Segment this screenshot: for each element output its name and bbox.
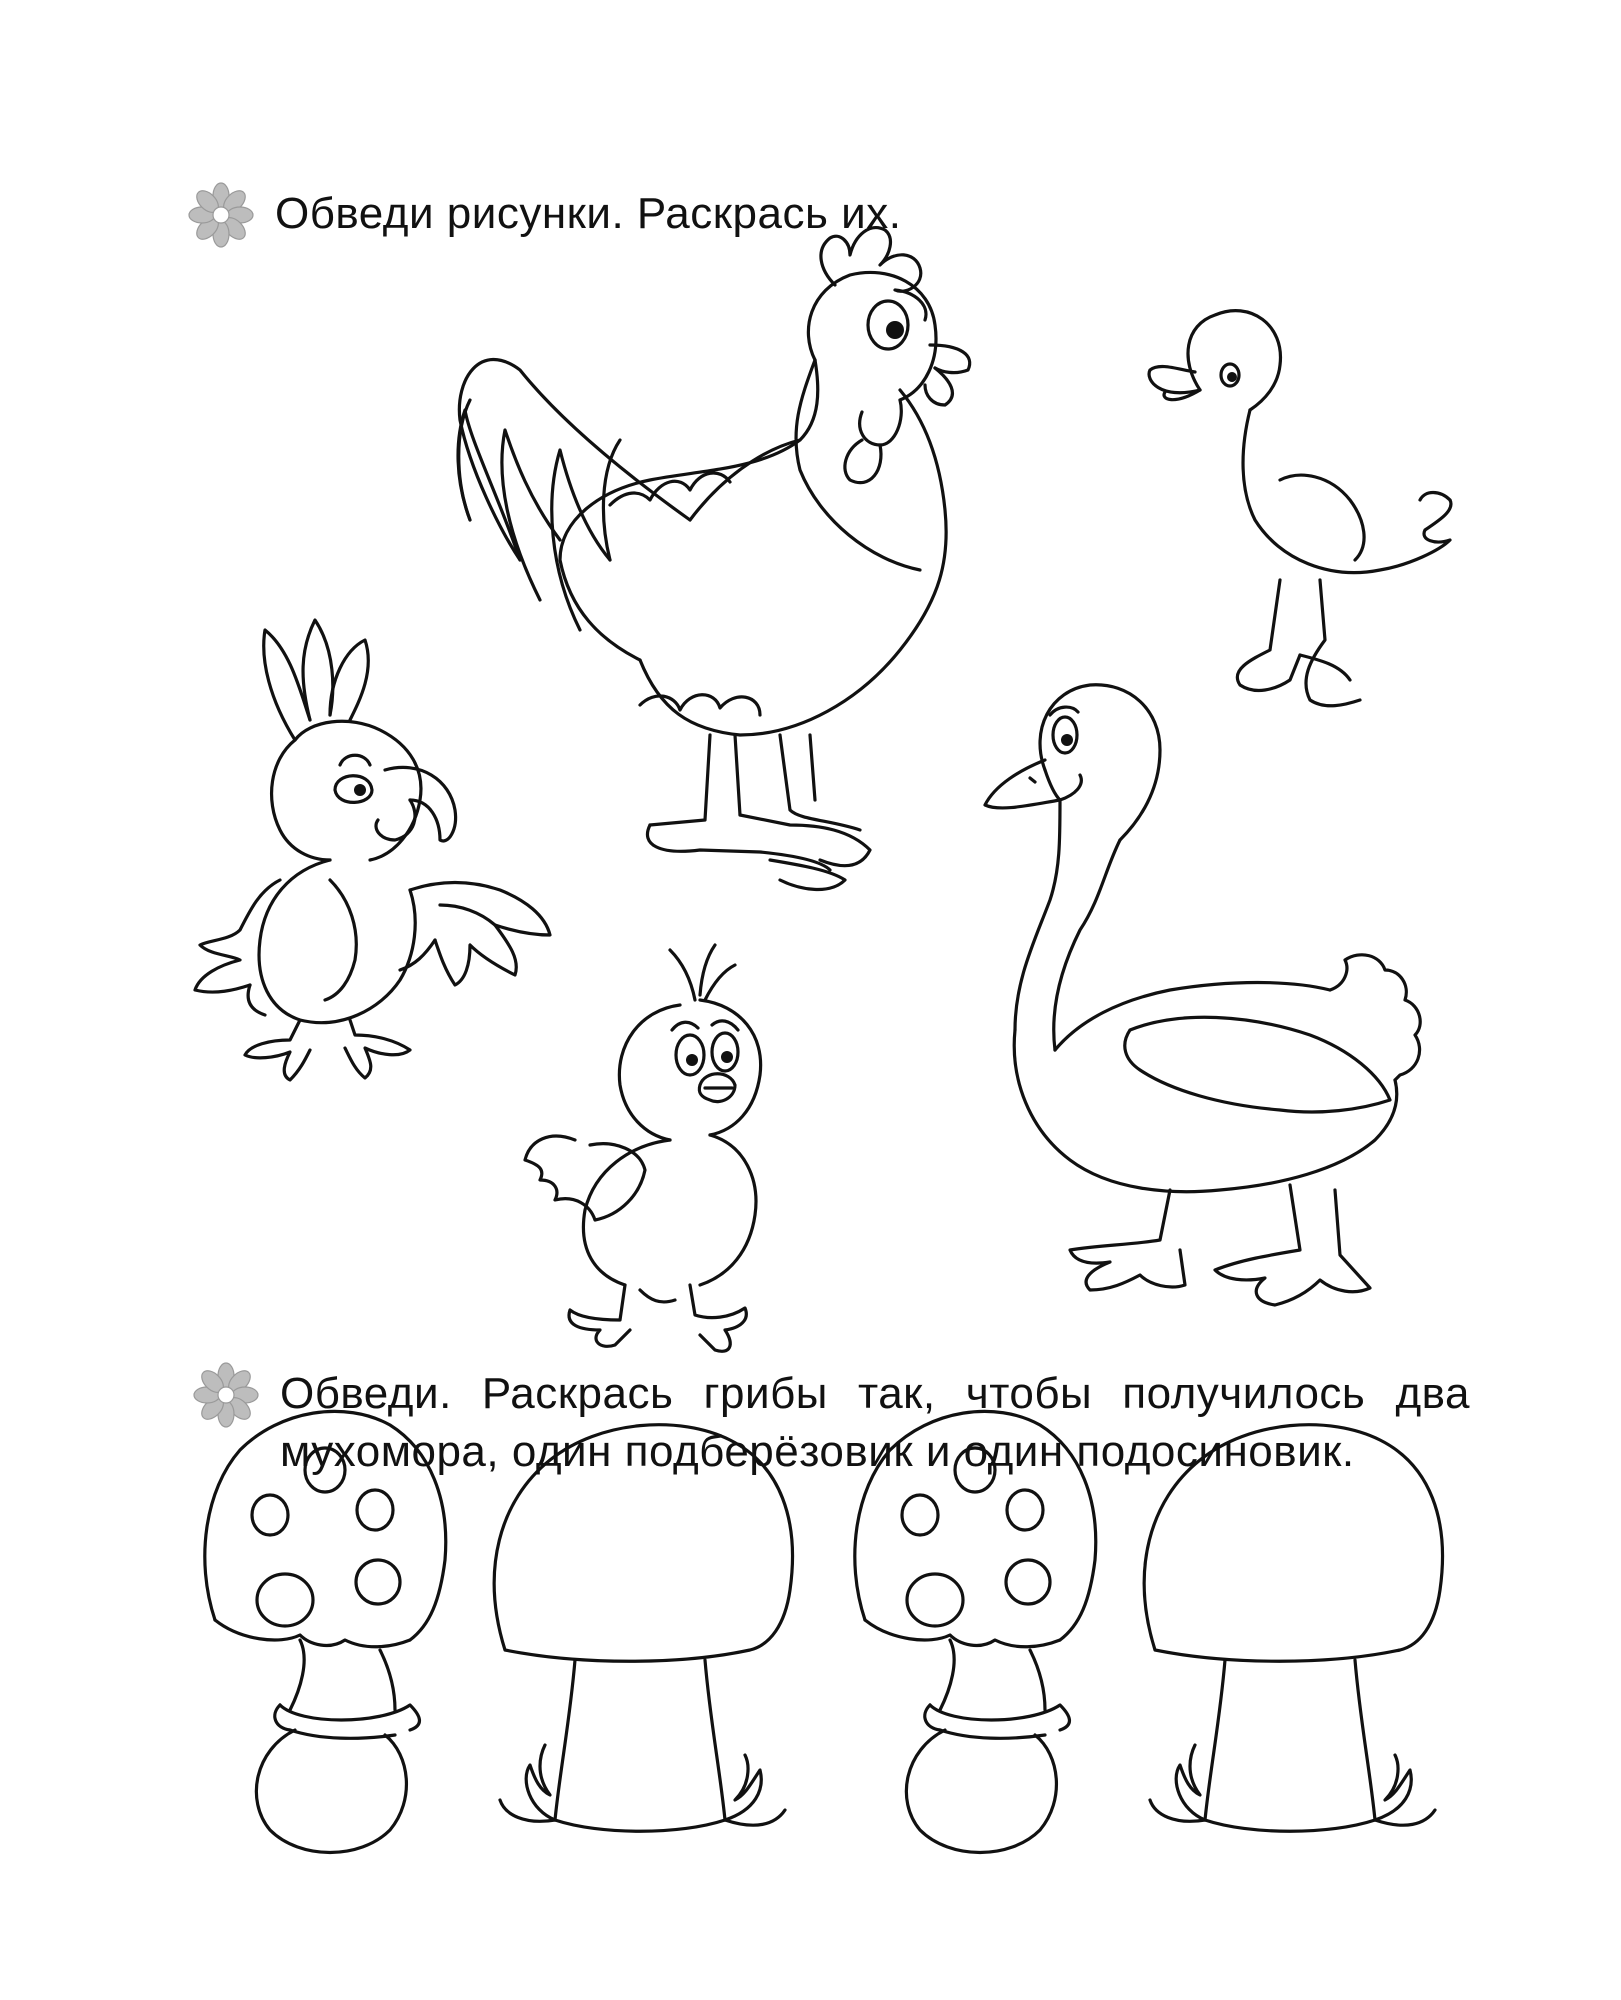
chick-drawing (525, 945, 761, 1351)
amanita-mushroom-2 (855, 1411, 1096, 1852)
task-1-instruction: Обведи рисунки. Раскрась их. (275, 189, 902, 238)
boletus-mushroom-1 (494, 1425, 792, 1832)
amanita-mushroom-1 (205, 1411, 446, 1852)
rooster-drawing (458, 228, 970, 890)
task-2-instruction: Обведи. Раскрась грибы так, чтобы получилось два мухомора, один подберёзовик и один подосиновик. (280, 1369, 1470, 1476)
goose-drawing (985, 685, 1420, 1305)
parrot-drawing (195, 620, 550, 1080)
boletus-mushroom-2 (1144, 1425, 1442, 1832)
duckling-drawing (1149, 311, 1451, 706)
